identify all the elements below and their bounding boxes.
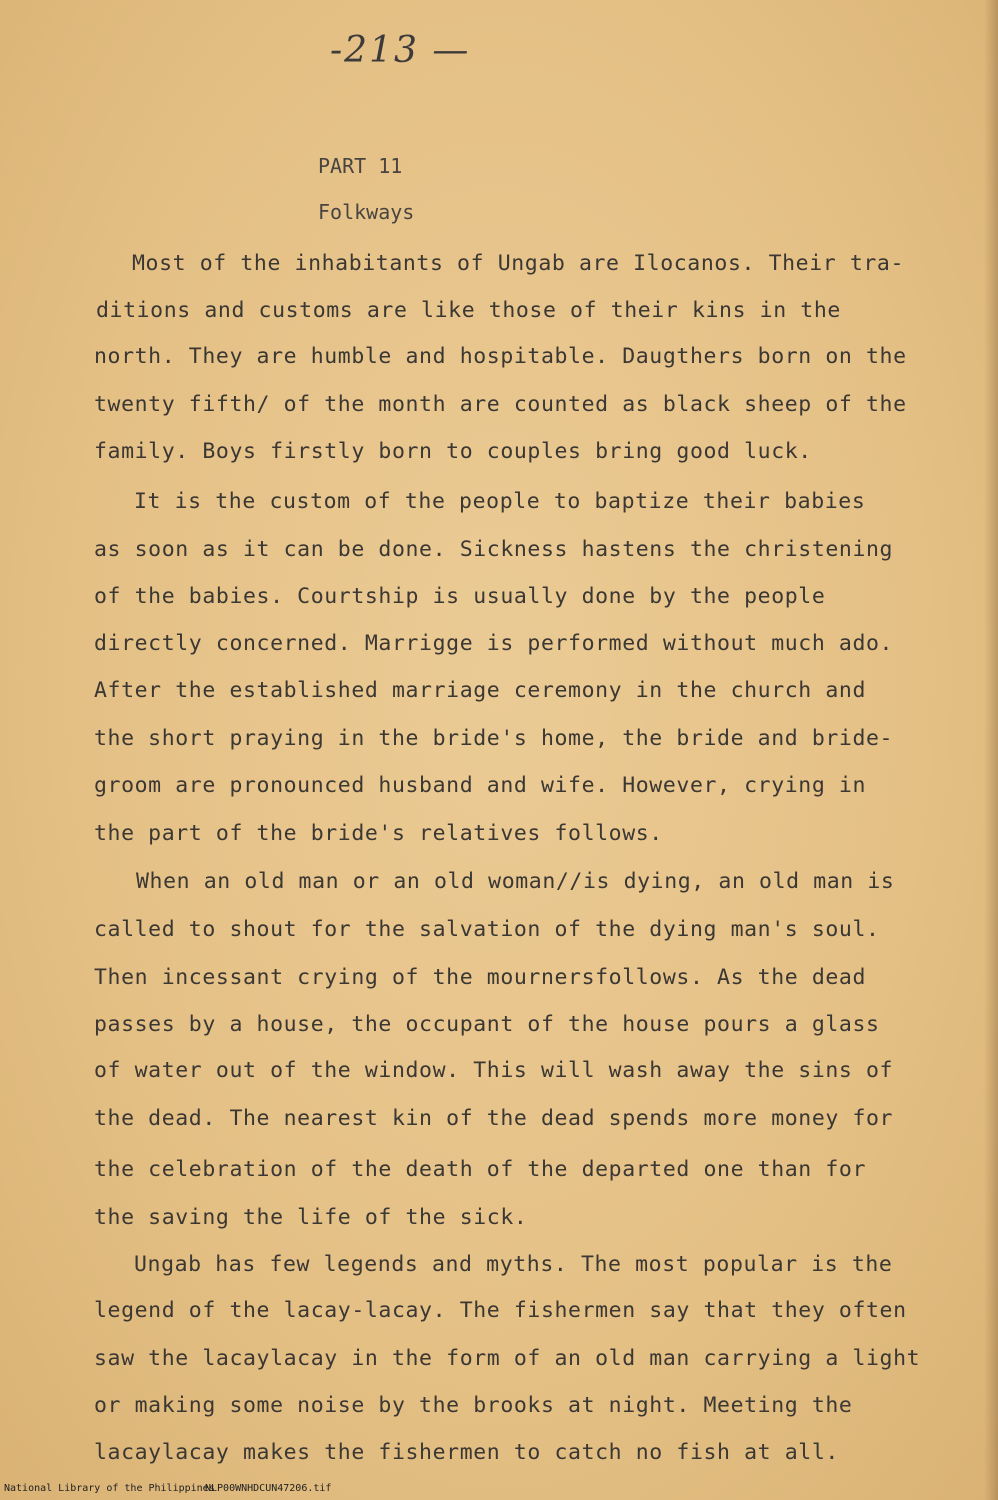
- text-line: Ungab has few legends and myths. The most popular is the: [134, 1252, 893, 1277]
- text-line: the part of the bride's relatives follows.: [94, 821, 663, 846]
- text-line: the short praying in the bride's home, the bride and bride-: [94, 726, 894, 751]
- footer-file-id: NLP00WNHDCUN47206.tif: [205, 1483, 332, 1494]
- text-line: It is the custom of the people to baptize their babies: [134, 489, 866, 514]
- text-line: Then incessant crying of the mournersfollows. As the dead: [94, 965, 867, 990]
- text-line: or making some noise by the brooks at night. Meeting the: [94, 1393, 853, 1418]
- text-line: twenty fifth/ of the month are counted as black sheep of the: [94, 392, 907, 417]
- text-line: ditions and customs are like those of their kins in the: [96, 298, 841, 323]
- text-line: as soon as it can be done. Sickness hastens the christening: [94, 537, 894, 562]
- text-line: When an old man or an old woman//is dying, an old man is: [136, 869, 895, 894]
- text-line: the celebration of the death of the departed one than for: [94, 1157, 867, 1182]
- text-line: north. They are humble and hospitable. Daugthers born on the: [94, 344, 907, 369]
- text-line: the dead. The nearest kin of the dead spends more money for: [94, 1106, 894, 1131]
- page-number: -213 —: [330, 30, 471, 71]
- paper-edge-shadow: [984, 0, 998, 1500]
- text-line: the saving the life of the sick.: [94, 1205, 528, 1230]
- text-line: Most of the inhabitants of Ungab are Ilocanos. Their tra-: [132, 251, 905, 276]
- text-line: groom are pronounced husband and wife. However, crying in: [94, 773, 867, 798]
- text-line: of water out of the window. This will wash away the sins of: [94, 1058, 894, 1083]
- text-line: family. Boys firstly born to couples bring good luck.: [94, 439, 812, 464]
- text-line: of the babies. Courtship is usually done by the people: [94, 584, 826, 609]
- text-line: lacaylacay makes the fishermen to catch no fish at all.: [94, 1440, 839, 1465]
- text-line: After the established marriage ceremony in the church and: [94, 678, 867, 703]
- text-line: called to shout for the salvation of the dying man's soul.: [94, 917, 880, 942]
- text-line: passes by a house, the occupant of the house pours a glass: [94, 1012, 880, 1037]
- part-heading: PART 11: [318, 154, 403, 178]
- text-line: directly concerned. Marrigge is performed without much ado.: [94, 631, 894, 656]
- text-line: saw the lacaylacay in the form of an old man carrying a light: [94, 1346, 921, 1371]
- text-line: legend of the lacay-lacay. The fishermen say that they often: [94, 1298, 907, 1323]
- footer-library-name: National Library of the Philippines: [4, 1483, 215, 1494]
- section-title: Folkways: [318, 200, 415, 224]
